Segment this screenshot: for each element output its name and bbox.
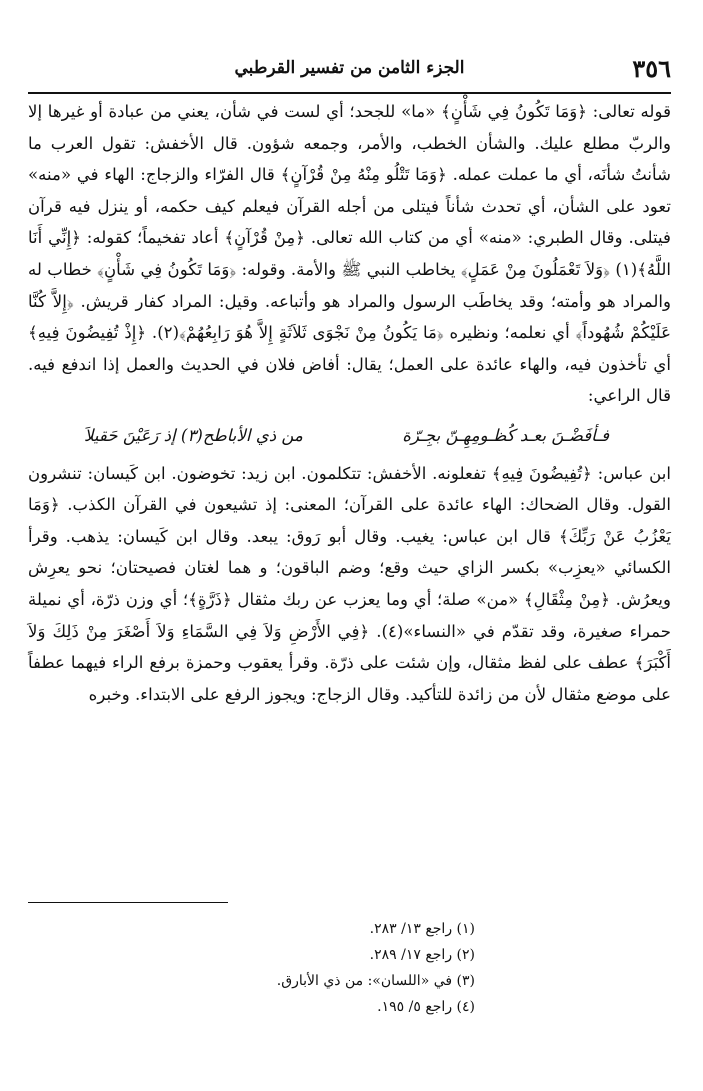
footnote-4: (٤) راجع ٥/ ١٩٥. — [377, 999, 475, 1015]
running-title: الجزء الثامن من تفسير القرطبي — [234, 58, 465, 78]
footnote-1: (١) راجع ١٣/ ٢٨٣. — [369, 921, 475, 937]
paragraph-1: قوله تعالى: ﴿وَمَا تَكُونُ فِي شَأْنٍ﴾ «ما» للجحد؛ أي لست في شأن، يعني من عبادة أو غيرها إلا والربّ مطلع عليك. والشأن الخطب، والأمر، وجمعه شؤون. قال الأخفش: تقول العرب ما شأنتُ شأنَه، أي ما عملت عمله. ﴿وَمَا تَتْلُو مِنْهُ مِنْ قُرْآنٍ﴾ قال الفرّاء والزجاج: الهاء في «منه» تعود على الشأن، أي تحدث شأناً فيتلى من أجله القرآن فيعلم كيف حكمه، أو ينزل فيه قرآن فيتلى. وقال الطبري: «منه» أي من كتاب الله تعالى. ﴿مِنْ قُرْآنٍ﴾ أعاد تفخيماً؛ كقوله: ﴿إِنِّي أَنَا اللَّهُ﴾(١) ﴿وَلاَ تَعْمَلُونَ مِنْ عَمَلٍ﴾ يخاطب النبي ﷺ والأمة. وقوله: ﴿وَمَا تَكُونُ فِي شَأْنٍ﴾ خطاب له والمراد هو وأمته؛ وقد يخاطَب الرسول والمراد هو وأتباعه. وقيل: المراد كفار قريش. ﴿إِلاَّ كُنَّا عَلَيْكُمْ شُهُوداً﴾ أي نعلمه؛ ونظيره ﴿مَا يَكُونُ مِنْ نَجْوَى ثَلاَثَةٍ إِلاَّ هُوَ رَابِعُهُمْ﴾(٢). ﴿إِذْ تُفِيضُونَ فِيهِ﴾ أي تأخذون فيه، والهاء عائدة على العمل؛ يقال: أفاض فلان في الحديث والعمل إذا اندفع فيه. قال الراعي: — [28, 102, 671, 406]
footnotes — [155, 916, 475, 1020]
footnote-2: (٢) راجع ١٧/ ٢٨٩. — [369, 947, 475, 963]
page-number: ٣٥٦ — [632, 54, 671, 83]
verse-second-hemistich: من ذي الأباطح(٣) إذ رَعَيْنَ حَقيلاَ — [84, 425, 303, 445]
footnote-3: (٣) في «اللسان»: من ذي الأبارق. — [276, 973, 475, 989]
page-header — [28, 52, 671, 94]
poetry-verse — [28, 416, 671, 452]
main-text — [28, 96, 671, 710]
footnote-divider — [28, 902, 228, 903]
verse-first-hemistich: فـأفَضْـنَ بعـد كُظـومِهِـنّ بجِـرّة — [402, 425, 609, 445]
paragraph-2: ابن عباس: ﴿تُفِيضُونَ فِيهِ﴾ تفعلونه. الأخفش: تتكلمون. ابن زيد: تخوضون. ابن كَيسان: تنشرون القول. وقال الضحاك: الهاء عائدة على القرآن؛ المعنى: إذ تشيعون في القرآن الكذب. ﴿وَمَا يَعْزُبُ عَنْ رَبِّكَ﴾ قال ابن عباس: يغيب. وقال أبو رَوق: يبعد. وقال ابن كَيسان: يذهب. وقرأ الكسائي «يعزِب» بكسر الزاي حيث وقع؛ وضم الباقون؛ و هما لغتان فصيحتان؛ نحو يعرِش ويعرُش. ﴿مِنْ مِثْقَالِ﴾ «من» صلة؛ أي وما يعزب عن ربك مثقال ﴿ذَرَّةٍ﴾؛ أي وزن ذرّة، أي نميلة حمراء صغيرة، وقد تقدّم في «النساء»(٤). ﴿فِي الأَرْضِ وَلاَ فِي السَّمَاءِ وَلاَ أَصْغَرَ مِنْ ذَلِكَ وَلاَ أَكْبَرَ﴾ عطف على لفظ مثقال، وإن شئت على ذرّة. وقرأ يعقوب وحمزة برفع الراء فيهما عطفاً على موضع مثقال لأن من زائدة للتأكيد. وقال الزجاج: ويجوز الرفع على الابتداء. وخبره — [28, 463, 671, 704]
